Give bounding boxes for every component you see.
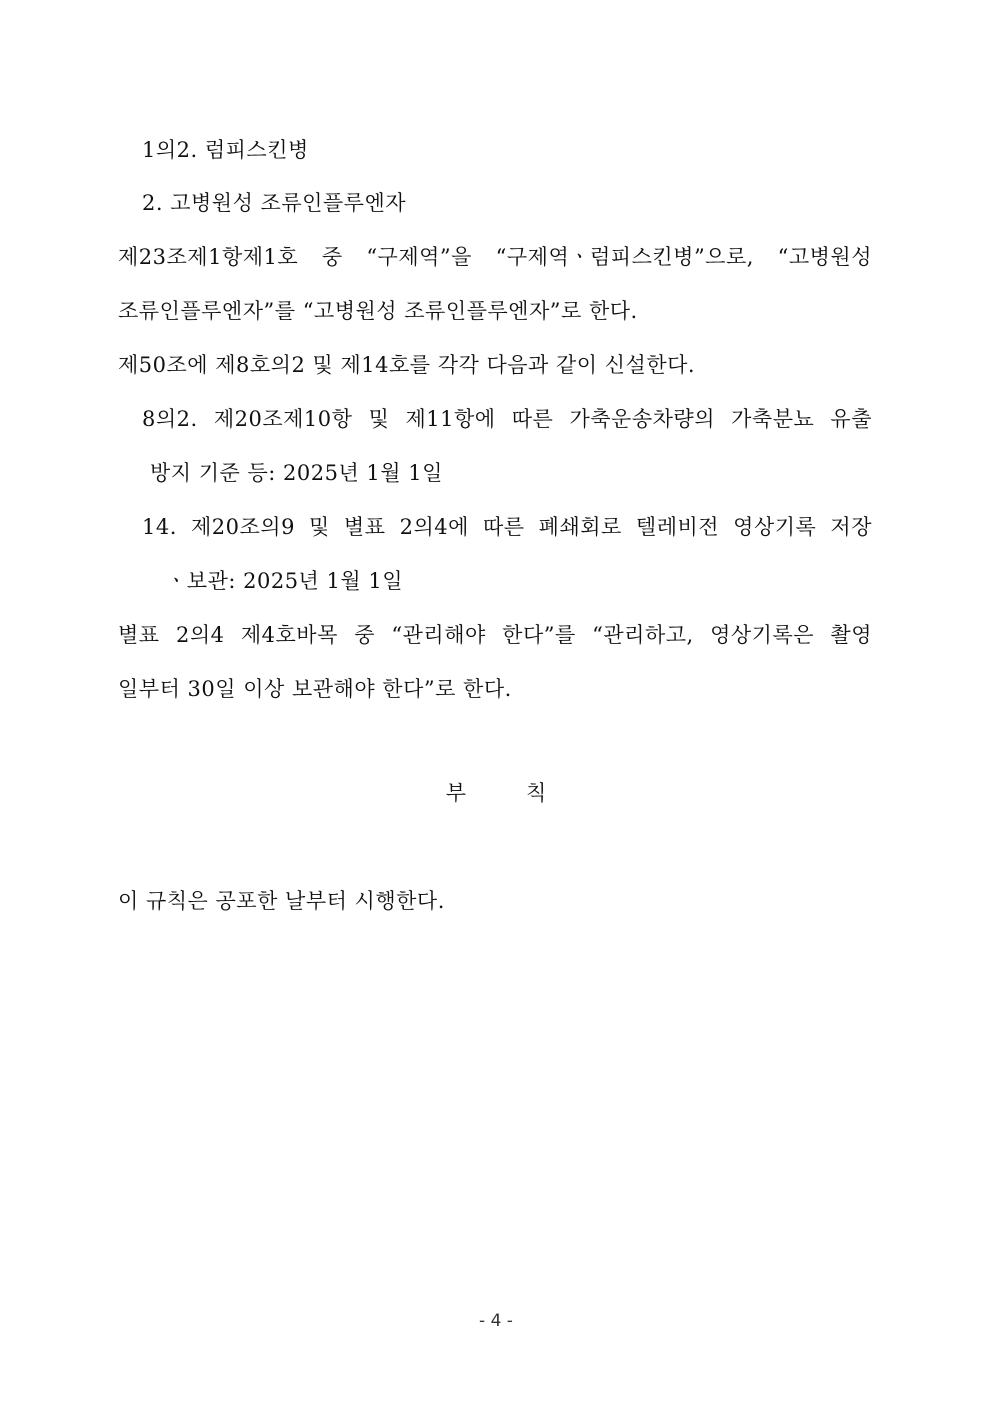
item-14-line-2: ㆍ보관: 2025년 1월 1일 xyxy=(166,569,403,593)
item-8-2-line-2: 방지 기준 등: 2025년 1월 1일 xyxy=(150,461,443,485)
amendment-article-50: 제50조에 제8호의2 및 제14호를 각각 다음과 같이 신설한다. xyxy=(118,353,696,377)
item-14-line-1: 14. 제20조의9 및 별표 2의4에 따른 폐쇄회로 텔레비전 영상기록 저장 xyxy=(142,515,872,539)
item-avian-influenza: 2. 고병원성 조류인플루엔자 xyxy=(142,191,407,215)
item-lumpy-skin-disease: 1의2. 럼피스킨병 xyxy=(142,138,309,162)
supplementary-provisions-heading: 부칙 xyxy=(445,781,607,805)
amendment-annex-line-2: 일부터 30일 이상 보관해야 한다”로 한다. xyxy=(118,677,512,701)
item-8-2-line-1: 8의2. 제20조제10항 및 제11항에 따른 가축운송차량의 가축분뇨 유출 xyxy=(142,407,872,431)
page-number: - 4 - xyxy=(479,1311,513,1331)
supplementary-provisions-text: 이 규칙은 공포한 날부터 시행한다. xyxy=(118,889,445,913)
amendment-article-23-line-1: 제23조제1항제1호 중 “구제역”을 “구제역ㆍ럼피스킨병”으로, “고병원성 xyxy=(118,245,872,269)
amendment-article-23-line-2: 조류인플루엔자”를 “고병원성 조류인플루엔자”로 한다. xyxy=(118,299,638,323)
amendment-annex-line-1: 별표 2의4 제4호바목 중 “관리해야 한다”를 “관리하고, 영상기록은 촬영 xyxy=(118,623,872,647)
